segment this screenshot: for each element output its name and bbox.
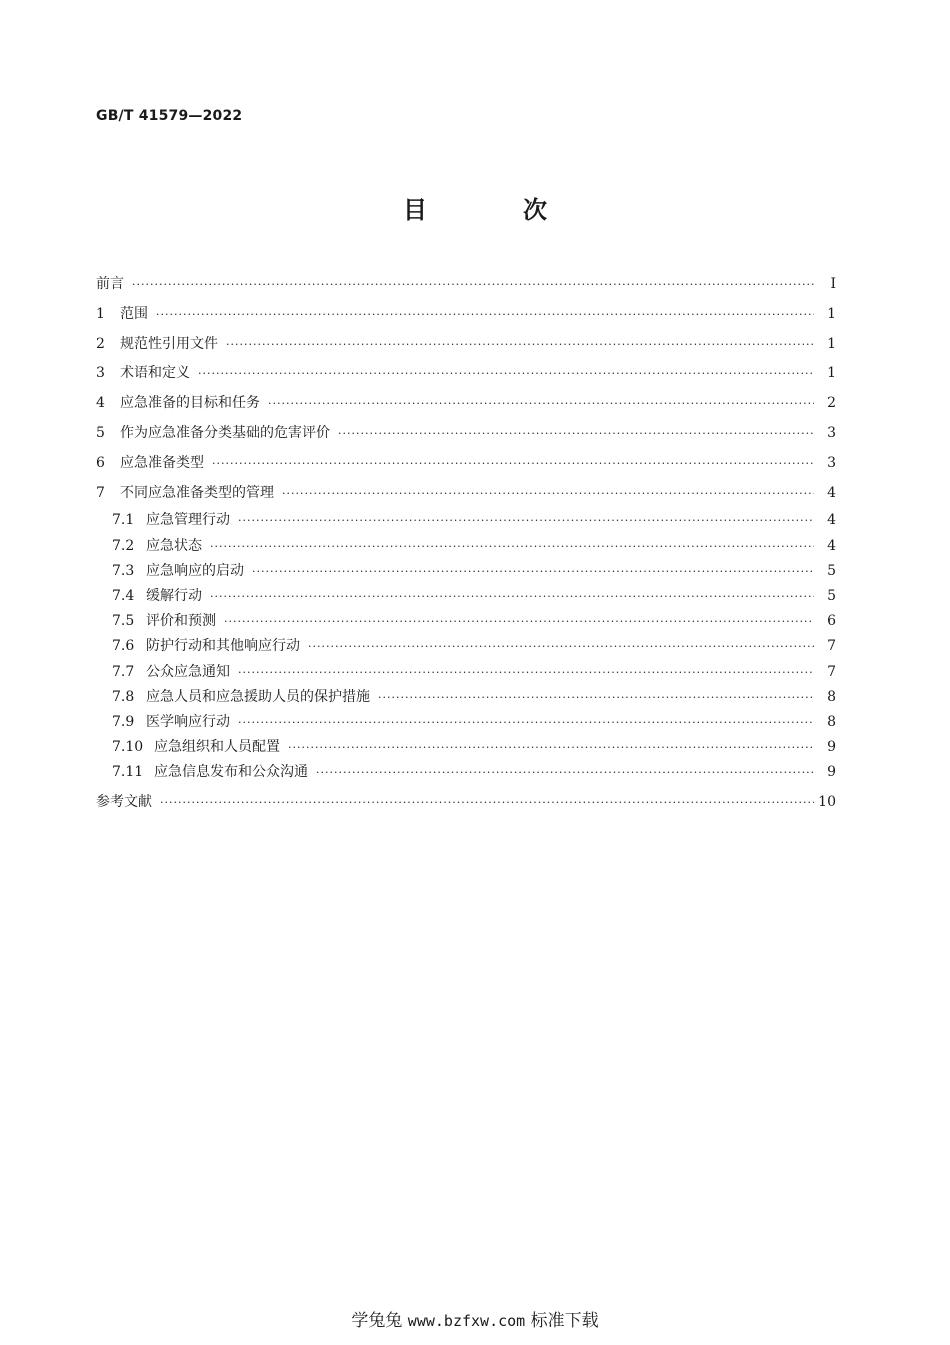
toc-entry-label: 公众应急通知	[146, 663, 230, 680]
table-of-contents	[96, 270, 836, 818]
toc-subentry[interactable]	[96, 584, 836, 609]
toc-entry-number: 1	[96, 305, 105, 322]
toc-leader-dots	[282, 479, 814, 509]
toc-entry-page: 9	[827, 739, 836, 756]
toc-entry-page: 1	[827, 365, 836, 382]
toc-entry-page: 5	[827, 562, 836, 579]
standard-code: GB/T 41579—2022	[96, 108, 243, 124]
toc-leader-dots	[268, 389, 814, 419]
toc-entry-label: 规范性引用文件	[120, 335, 218, 352]
toc-entry-number: 7.4	[112, 587, 135, 604]
toc-entry-page: 8	[827, 713, 836, 730]
toc-subentry[interactable]	[96, 559, 836, 584]
toc-entry-page: 9	[827, 764, 836, 781]
toc-entry-number: 2	[96, 335, 105, 352]
toc-entry-page: 6	[827, 613, 836, 630]
toc-entry-page: Ⅰ	[830, 276, 836, 292]
toc-leader-dots	[198, 359, 814, 389]
toc-entry-page: 4	[827, 537, 836, 554]
toc-entry-number: 7.8	[112, 688, 135, 705]
toc-leader-dots	[238, 508, 814, 533]
toc-entry-label: 应急准备类型	[120, 454, 204, 471]
toc-entry-label: 参考文献	[96, 794, 152, 811]
toc-entry-label: 作为应急准备分类基础的危害评价	[120, 424, 330, 441]
toc-entry-page: 2	[827, 395, 836, 412]
toc-entry-page: 5	[827, 587, 836, 604]
toc-leader-dots	[338, 419, 814, 449]
toc-entry-number: 7.7	[112, 663, 135, 680]
toc-entry-references[interactable]	[96, 788, 836, 818]
toc-leader-dots	[238, 660, 814, 685]
toc-leader-dots	[252, 559, 814, 584]
toc-subentry[interactable]	[96, 609, 836, 634]
toc-entry-label: 缓解行动	[146, 587, 202, 604]
footer-site-name: 学兔兔	[351, 1311, 403, 1331]
toc-entry-label: 应急人员和应急援助人员的保护措施	[146, 688, 370, 705]
toc-entry-page: 1	[827, 305, 836, 322]
footer-url[interactable]: www.bzfxw.com	[407, 1312, 526, 1330]
toc-leader-dots	[288, 735, 814, 760]
toc-entry-label: 应急信息发布和公众沟通	[154, 764, 308, 781]
toc-entry[interactable]	[96, 330, 836, 360]
toc-entry[interactable]	[96, 449, 836, 479]
toc-entry-page: 4	[827, 484, 836, 501]
toc-entry-number: 4	[96, 395, 105, 412]
toc-leader-dots	[132, 270, 814, 300]
toc-entry[interactable]	[96, 389, 836, 419]
toc-entry-label: 应急准备的目标和任务	[120, 395, 260, 412]
toc-entry-page: 3	[827, 454, 836, 471]
toc-entry-page: 3	[827, 424, 836, 441]
toc-entry-page: 1	[827, 335, 836, 352]
toc-leader-dots	[210, 584, 814, 609]
toc-entry[interactable]	[96, 300, 836, 330]
toc-leader-dots	[156, 300, 814, 330]
toc-entry-number: 7.3	[112, 562, 135, 579]
toc-subentry[interactable]	[96, 634, 836, 659]
toc-leader-dots	[226, 330, 814, 360]
toc-entry-number: 3	[96, 365, 105, 382]
toc-entry[interactable]	[96, 419, 836, 449]
toc-entry-number: 7	[96, 484, 105, 501]
toc-entry-number: 7.1	[112, 512, 135, 529]
toc-entry-label: 医学响应行动	[146, 713, 230, 730]
toc-entry-page: 4	[827, 512, 836, 529]
toc-entry-label: 应急组织和人员配置	[154, 739, 280, 756]
toc-entry-number: 7.6	[112, 638, 135, 655]
toc-entry-page: 7	[827, 638, 836, 655]
toc-entry-number: 5	[96, 424, 105, 441]
toc-subentry[interactable]	[96, 735, 836, 760]
toc-entry-label: 前言	[96, 276, 124, 292]
toc-subentry[interactable]	[96, 508, 836, 533]
toc-leader-dots	[308, 634, 814, 659]
toc-entry-label: 应急状态	[146, 537, 202, 554]
toc-subentry[interactable]	[96, 710, 836, 735]
toc-entry-label: 范围	[120, 305, 148, 322]
toc-leader-dots	[316, 760, 814, 785]
toc-entry-page: 7	[827, 663, 836, 680]
toc-entry-number: 7.9	[112, 713, 135, 730]
toc-entry-label: 评价和预测	[146, 613, 216, 630]
toc-leader-dots	[210, 534, 814, 559]
toc-subentry[interactable]	[96, 534, 836, 559]
toc-leader-dots	[160, 788, 814, 818]
toc-entry-number: 7.2	[112, 537, 135, 554]
toc-leader-dots	[224, 609, 814, 634]
toc-leader-dots	[238, 710, 814, 735]
toc-subentry[interactable]	[96, 760, 836, 785]
toc-entry-number: 7.10	[112, 739, 144, 756]
toc-leader-dots	[378, 685, 814, 710]
toc-entry-label: 术语和定义	[120, 365, 190, 382]
toc-entry[interactable]	[96, 359, 836, 389]
footer-tagline: 标准下载	[530, 1311, 599, 1331]
toc-entry-label: 应急响应的启动	[146, 562, 244, 579]
toc-entry-number: 6	[96, 454, 105, 471]
toc-entry-label: 应急管理行动	[146, 512, 230, 529]
toc-entry-label: 防护行动和其他响应行动	[146, 638, 300, 655]
toc-entry-foreword[interactable]	[96, 270, 836, 300]
toc-subentry[interactable]	[96, 660, 836, 685]
toc-entry[interactable]	[96, 479, 836, 509]
toc-entry-label: 不同应急准备类型的管理	[120, 484, 274, 501]
toc-title: 目 次	[403, 196, 583, 224]
footer-watermark	[0, 1306, 950, 1331]
toc-leader-dots	[212, 449, 814, 479]
toc-subentry[interactable]	[96, 685, 836, 710]
toc-entry-number: 7.11	[112, 764, 144, 781]
toc-entry-page: 8	[827, 688, 836, 705]
toc-entry-page: 10	[818, 794, 836, 811]
toc-entry-number: 7.5	[112, 613, 135, 630]
